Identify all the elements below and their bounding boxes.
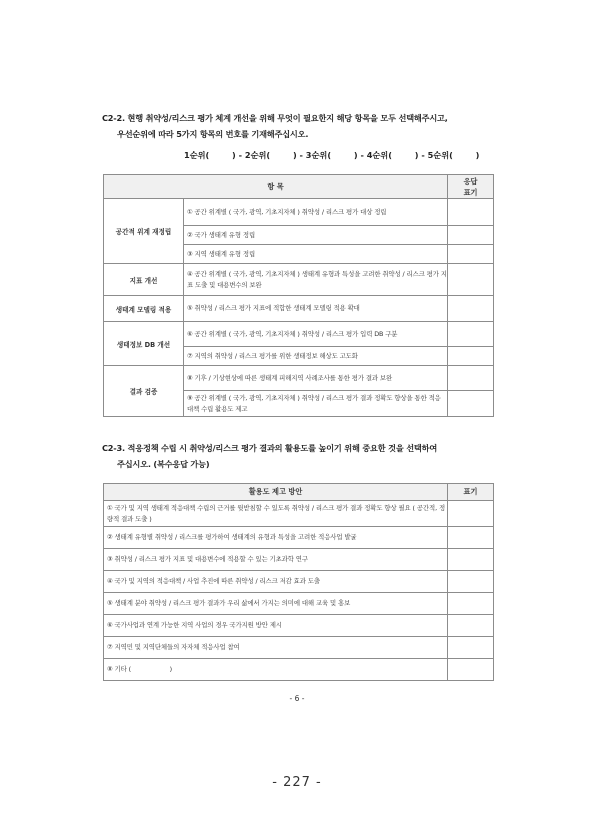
answer-cell[interactable] bbox=[448, 322, 494, 347]
answer-cell[interactable] bbox=[448, 549, 494, 571]
category-label: 생태정보 DB 개선 bbox=[104, 322, 184, 366]
answer-cell[interactable] bbox=[448, 245, 494, 264]
table-row: ③ 취약성 / 리스크 평가 지표 및 대용변수에 적용할 수 있는 기초과학 연구 bbox=[104, 549, 448, 571]
table-header-answer: 응답 표기 bbox=[448, 175, 494, 199]
utilization-table bbox=[103, 483, 494, 681]
question-c2-3 bbox=[102, 440, 502, 472]
document-page-number: - 227 - bbox=[272, 775, 322, 790]
table-row: ⑥ 국가사업과 연계 가능한 지역 사업의 경우 국가지원 방안 제시 bbox=[104, 615, 448, 637]
table-row: ⑧ 기타 ( ) bbox=[104, 659, 448, 681]
table-row: ④ 국가 및 지역의 적응대책 / 사업 추진에 따른 취약성 / 리스크 저감 효과 도출 bbox=[104, 571, 448, 593]
table-row: ④ 공간 위계별 ( 국가, 광역, 기초지자체 ) 생태계 유형과 특성을 고려한 취약성 / 리스크 평가 지표 도출 및 대용변수의 보완 bbox=[184, 264, 448, 296]
answer-cell[interactable] bbox=[448, 659, 494, 681]
answer-cell[interactable] bbox=[448, 296, 494, 322]
category-label: 생태계 모델링 적용 bbox=[104, 296, 184, 322]
table-row: ① 공간 위계별 ( 국가, 광역, 기초지자체 ) 취약성 / 리스크 평가 대상 정립 bbox=[184, 199, 448, 226]
category-label: 지표 개선 bbox=[104, 264, 184, 296]
question-c2-2 bbox=[102, 110, 502, 142]
table-row: ③ 지역 생태계 유형 정립 bbox=[184, 245, 448, 264]
table-row: ② 생태계 유형별 취약성 / 리스크를 평가하여 생태계의 유형과 특성을 고려한 적응사업 발굴 bbox=[104, 527, 448, 549]
ranking-line: 1순위( ) - 2순위( ) - 3순위( ) - 4순위( ) - 5순위( ) bbox=[184, 150, 480, 160]
table-row: ⑨ 공간 위계별 ( 국가, 광역, 기초지자체 ) 취약성 / 리스크 평가 결과 정확도 향상을 통한 적응 대책 수립 활용도 제고 bbox=[184, 391, 448, 417]
improvement-table bbox=[103, 174, 494, 417]
answer-cell[interactable] bbox=[448, 571, 494, 593]
table-row: ⑧ 기후 / 기상현상에 따른 생태계 피해지역 사례조사를 통한 평가 결과 보완 bbox=[184, 366, 448, 391]
table-row: ⑤ 생태계 분야 취약성 / 리스크 평가 결과가 우리 삶에서 가지는 의미에 대해 교육 및 홍보 bbox=[104, 593, 448, 615]
category-label: 결과 검증 bbox=[104, 366, 184, 417]
table-header-item: 활용도 제고 방안 bbox=[104, 484, 448, 501]
inner-page-number: - 6 - bbox=[289, 694, 305, 703]
table-header-answer: 표기 bbox=[448, 484, 494, 501]
table-row: ⑤ 취약성 / 리스크 평가 지표에 적합한 생태계 모델링 적용 확대 bbox=[184, 296, 448, 322]
table-row: ⑦ 지역의 취약성 / 리스크 평가를 위한 생태정보 해상도 고도화 bbox=[184, 347, 448, 366]
answer-cell[interactable] bbox=[448, 264, 494, 296]
question-c2-3-line1: C2-3. 적응정책 수립 시 취약성/리스크 평가 결과의 활용도를 높이기 위해 중요한 것을 선택하여 bbox=[102, 443, 438, 453]
table-row: ⑦ 지역민 및 지역단체들의 자자체 적응사업 참여 bbox=[104, 637, 448, 659]
answer-cell[interactable] bbox=[448, 199, 494, 226]
table-row: ⑥ 공간 위계별 ( 국가, 광역, 기초지자체 ) 취약성 / 리스크 평가 입력 DB 구분 bbox=[184, 322, 448, 347]
answer-cell[interactable] bbox=[448, 501, 494, 527]
table-header-item: 항 목 bbox=[104, 175, 448, 199]
answer-cell[interactable] bbox=[448, 226, 494, 245]
table-row: ② 국가 생태계 유형 정립 bbox=[184, 226, 448, 245]
answer-cell[interactable] bbox=[448, 391, 494, 417]
answer-cell[interactable] bbox=[448, 593, 494, 615]
answer-cell[interactable] bbox=[448, 366, 494, 391]
question-c2-2-line1: C2-2. 현행 취약성/리스크 평가 체계 개선을 위해 무엇이 필요한지 해당 항목을 모두 선택해주시고, bbox=[102, 113, 448, 123]
question-c2-2-line2: 우선순위에 따라 5가지 항목의 번호를 기재해주십시오. bbox=[117, 129, 309, 139]
answer-cell[interactable] bbox=[448, 637, 494, 659]
table-row: ① 국가 및 지역 생태계 적응대책 수립의 근거를 뒷받침할 수 있도록 취약성 / 리스크 평가 결과 정확도 향상 필요 ( 공간적, 정량적 결과 도출 ) bbox=[104, 501, 448, 527]
answer-cell[interactable] bbox=[448, 615, 494, 637]
category-label: 공간적 위계 재정립 bbox=[104, 199, 184, 264]
answer-cell[interactable] bbox=[448, 527, 494, 549]
question-c2-3-line2: 주십시오. (복수응답 가능) bbox=[117, 459, 210, 469]
answer-cell[interactable] bbox=[448, 347, 494, 366]
